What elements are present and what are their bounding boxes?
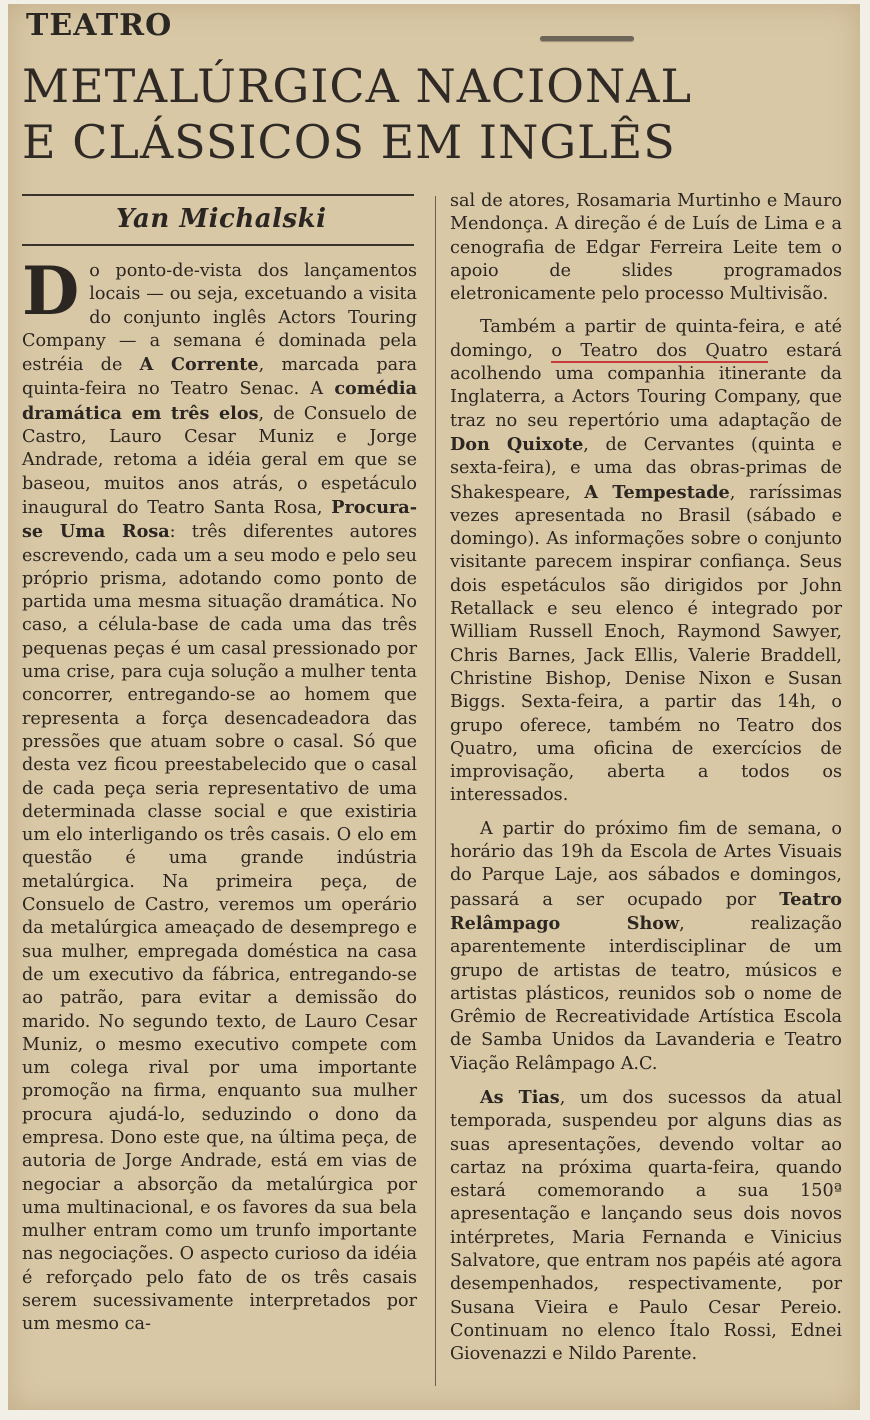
play-title-a-tempestade: A Tempestade xyxy=(584,481,730,503)
emphasis-comedia: comédia dramática em três elos xyxy=(22,378,417,424)
headline-line-1: METALÚRGICA NACIONAL xyxy=(22,59,693,113)
paragraph: A partir do próximo fim de semana, o horário das 19h da Escola de Artes Visuais do Parque Laje, aos sábados e domingos, passará a ser ocupado por Teatro Relâmpago Show, realização aparentemente interdisciplinar de um grupo de artistas de teatro, músicos e artistas plásticos, reunidos sob o nome de Grêmio de Recreatividade Artística Escola de Samba Unidos da Lavanderia e Teatro Viação Relâmpago A.C. xyxy=(450,818,842,1074)
play-title-procura-se: Procura-se Uma Rosa xyxy=(22,496,417,543)
byline-bottom-rule xyxy=(22,244,414,246)
byline: Yan Michalski xyxy=(116,204,327,234)
show-title-relampago: Teatro Relâmpago Show xyxy=(450,888,842,934)
play-title-as-tias: As Tias xyxy=(480,1086,560,1108)
drop-cap: D xyxy=(22,252,80,330)
column-divider xyxy=(435,196,436,1386)
right-column xyxy=(450,190,842,1367)
play-title-a-corrente: A Corrente xyxy=(139,354,259,376)
paragraph: Também a partir de quinta-feira, e até domingo, o Teatro dos Quatro estará acolhendo uma companhia itinerante da Inglaterra, a Actors Touring Company, que traz no seu repertório uma adaptação de Don Quixote, de Cervantes (quinta e sexta-feira), e uma das obras-primas de Shakespeare, A Tempestade, raríssimas vezes apresentada no Brasil (sábado e domingo). As informações sobre o conjunto visitante parecem inspirar confiança. Seus dois espetáculos são dirigidos por John Retallack e seu elenco é integrado por William Russell Enoch, Raymond Sawyer, Chris Barnes, Jack Ellis, Valerie Braddell, Christine Bishop, Denise Nixon e Susan Biggs. Sexta-feira, a partir das 14h, o grupo oferece, também no Teatro dos Quatro, uma oficina de exercícios de improvisação, aberta a todos os interessados. xyxy=(450,317,842,806)
paragraph: sal de atores, Rosamaria Murtinho e Mauro Mendonça. A direção é de Luís de Lima e a cenografia de Edgar Ferreira Leite tem o apoio de slides programados eletronicamente pelo processo Multivisão. xyxy=(450,191,842,305)
paragraph: As Tias, um dos sucessos da atual temporada, suspendeu por alguns dias as suas apresentações, devendo voltar ao cartaz na próxima quarta-feira, quando estará comemorando a sua 150ª apresentação e lançando seus dois novos intérpretes, Maria Fernanda e Vinicius Salvatore, que entram nos papéis até agora desempenhados, respectivamente, por Susana Vieira e Paulo Cesar Pereio. Continuam no elenco Ítalo Rossi, Ednei Giovenazzi e Nildo Parente. xyxy=(450,1086,842,1365)
headline-line-2: E CLÁSSICOS EM INGLÊS xyxy=(22,115,676,169)
paragraph: Do ponto-de-vista dos lançamentos locais — ou seja, excetuando a visita do conjunto inglês Actors Touring Company — a semana é dominada pela estréia de A Corrente, marcada para quinta-feira no Teatro Senac. A comédia dramática em três elos, de Consuelo de Castro, Lauro Cesar Muniz e Jorge Andrade, retoma a idéia geral em que se baseou, muitos anos atrás, o espetáculo inaugural do Teatro Santa Rosa, Procura-se Uma Rosa: três diferentes autores escrevendo, cada um a seu modo e pelo seu próprio prisma, adotando como ponto de partida uma mesma situação dramática. No caso, a célula-base de cada uma das três pequenas peças é um casal pressionado por uma crise, para cuja solução a mulher tenta concorrer, entregando-se ao homem que representa a força desencadeadora das pressões que atuam sobre o casal. Só que desta vez ficou preestabelecido que o casal de cada peça seria representativo de uma determinada classe social e que existiria um elo interligando os três casais. O elo em questão é uma grande indústria metalúrgica. Na primeira peça, de Consuelo de Castro, veremos um operário da metalúrgica ameaçado de desemprego e sua mulher, empregada doméstica na casa de um executivo da fábrica, entregando-se ao patrão, para evitar a demissão do marido. No segundo texto, de Lauro Cesar Muniz, o mesmo executivo compete com um colega rival por uma importante promoção na firma, enquanto sua mulher procura ajudá-lo, seduzindo o dono da empresa. Dono este que, na última peça, de autoria de Jorge Andrade, está em vias de negociar a absorção da metalúrgica por uma multinacional, e os favores da sua bela mulher entram como um trunfo importante nas negociações. O aspecto curioso da idéia é reforçado pelo fato de os três casais serem sucessivamente interpretados por um mesmo ca- xyxy=(22,252,418,1335)
left-column xyxy=(22,252,418,1337)
byline-top-rule xyxy=(22,194,414,196)
section-label: TEATRO xyxy=(26,8,173,43)
play-title-don-quixote: Don Quixote xyxy=(450,433,584,455)
headline xyxy=(22,58,842,170)
staple xyxy=(540,36,634,41)
underlined-text: o Teatro dos Quatro xyxy=(551,340,768,361)
